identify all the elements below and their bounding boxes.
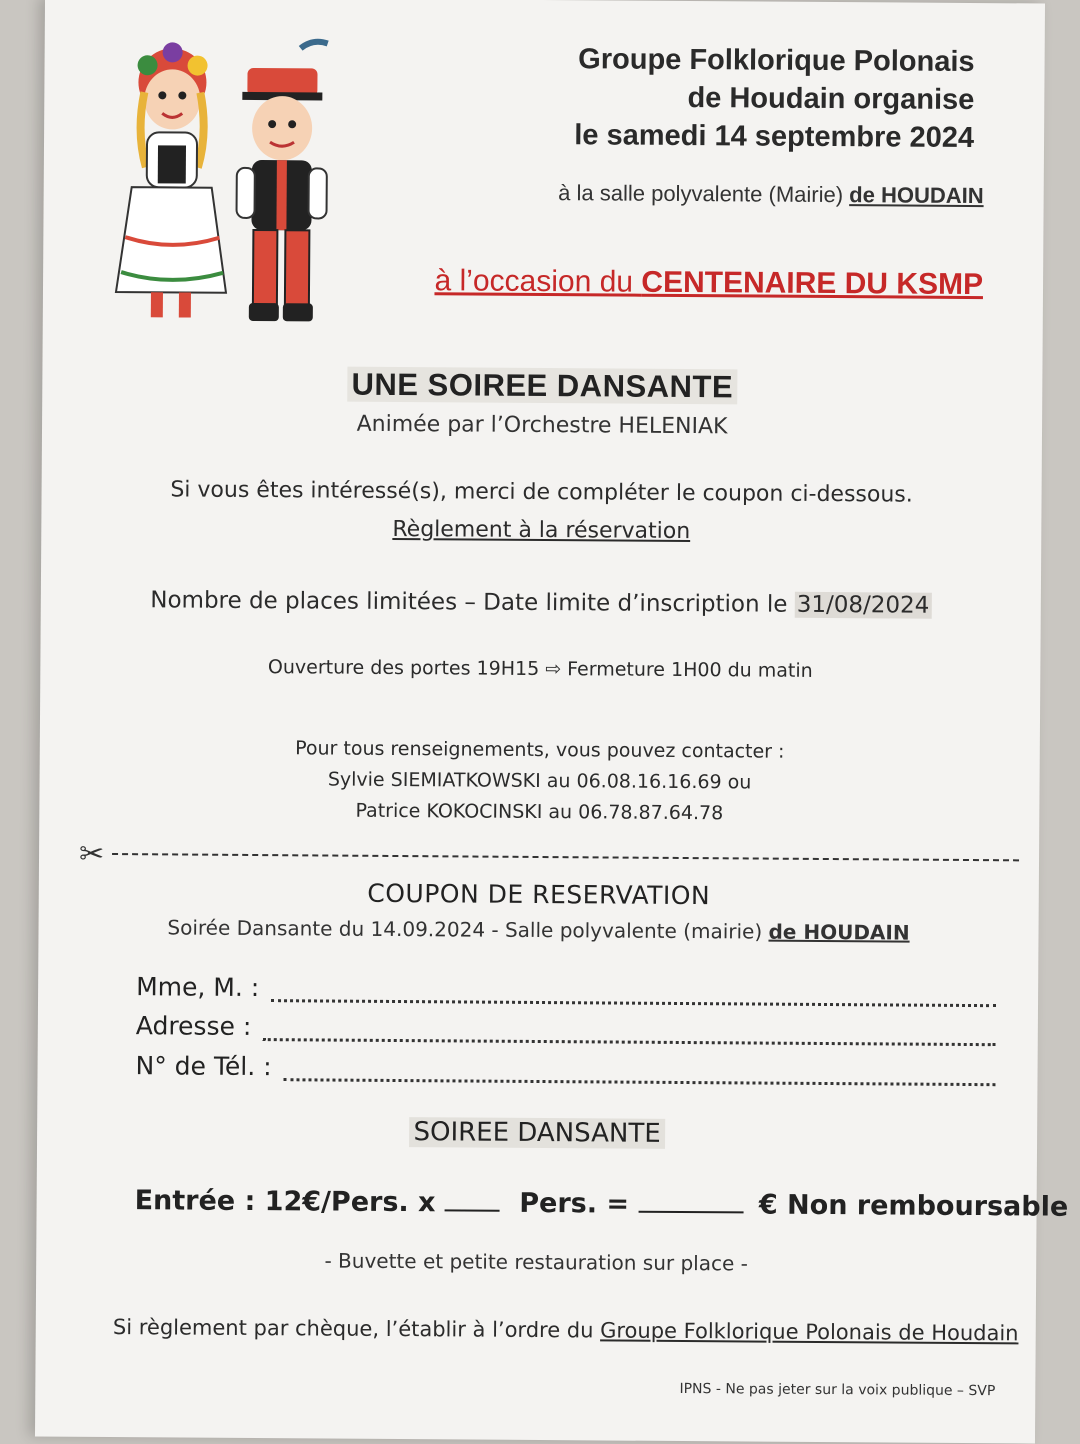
- phone-fill-line[interactable]: [283, 1060, 995, 1086]
- persons-count-blank[interactable]: [445, 1187, 500, 1211]
- contact-line-1: Pour tous renseignements, vous pouvez contacter :: [295, 737, 785, 763]
- venue-text: à la salle polyvalente (Mairie): [558, 180, 850, 208]
- venue-line: [558, 180, 984, 209]
- footer-ipns: IPNS - Ne pas jeter sur la voix publique – SVP: [679, 1380, 996, 1400]
- cheque-note: [106, 1315, 1026, 1345]
- header-line-3: le samedi 14 septembre 2024: [574, 119, 975, 155]
- deadline-date: 31/08/2024: [796, 591, 930, 619]
- cut-line: [78, 836, 1019, 876]
- event-title: [42, 365, 1042, 408]
- dashed-divider: [112, 853, 1019, 861]
- scissors-icon: ✂: [78, 836, 105, 872]
- places-line: [41, 587, 1041, 620]
- event-title-text: UNE SOIREE DANSANTE: [347, 367, 737, 405]
- doors-hours: Ouverture des portes 19H15 ⇨ Fermeture 1H00 du matin: [267, 656, 813, 682]
- coupon-subtitle-place: de HOUDAIN: [768, 919, 910, 945]
- contact-line-3: Patrice KOKOCINSKI au 06.78.87.64.78: [355, 799, 724, 825]
- phone-field[interactable]: [135, 1051, 995, 1086]
- organizer-header: [454, 39, 975, 157]
- interest-text: Si vous êtes intéressé(s), merci de compléter le coupon ci-dessous.: [170, 477, 913, 508]
- entry-pers: Pers. =: [519, 1187, 630, 1220]
- polish-folk-couple-illustration: [111, 37, 353, 339]
- header-line-1: Groupe Folklorique Polonais: [578, 43, 975, 79]
- cheque-payee: Groupe Folklorique Polonais de Houdain: [600, 1318, 1019, 1346]
- coupon-section-title-text: SOIREE DANSANTE: [409, 1117, 664, 1149]
- total-amount-blank[interactable]: [638, 1189, 743, 1214]
- reglement-text: Règlement à la réservation: [392, 516, 691, 545]
- buvette-note: - Buvette et petite restauration sur place -: [324, 1248, 748, 1276]
- venue-place: de HOUDAIN: [849, 182, 984, 209]
- coupon-subtitle-text: Soirée Dansante du 14.09.2024 - Salle polyvalente (mairie): [167, 915, 769, 944]
- phone-label: N° de Tél. :: [135, 1051, 272, 1082]
- name-label: Mme, M. :: [136, 972, 260, 1003]
- folk-man-figure: [236, 41, 328, 321]
- address-label: Adresse :: [135, 1011, 252, 1041]
- coupon-title: COUPON DE RESERVATION: [367, 878, 711, 911]
- cheque-text: Si règlement par chèque, l’établir à l’ordre du: [112, 1315, 601, 1343]
- places-text: Nombre de places limitées – Date limite d’inscription le: [150, 587, 795, 618]
- flyer-sheet: [35, 0, 1069, 1443]
- entry-prefix: Entrée : 12€/Pers. x: [134, 1185, 436, 1219]
- occasion-prefix: à l’occasion du: [434, 264, 642, 299]
- contact-line-2: Sylvie SIEMIATKOWSKI au 06.08.16.16.69 ou: [327, 768, 752, 794]
- event-subtitle: Animée par l’Orchestre HELENIAK: [356, 411, 728, 440]
- entry-price-line: [134, 1185, 1069, 1223]
- address-field[interactable]: [136, 1011, 996, 1046]
- coupon-subtitle: [38, 915, 1038, 946]
- name-field[interactable]: [136, 972, 996, 1007]
- occasion-line: [434, 264, 983, 302]
- folk-woman-figure: [116, 42, 228, 318]
- coupon-section-title: [37, 1114, 1037, 1151]
- header-line-2: de Houdain organise: [687, 82, 975, 117]
- occasion-name: CENTENAIRE DU KSMP: [641, 265, 984, 302]
- address-fill-line[interactable]: [263, 1020, 996, 1046]
- name-fill-line[interactable]: [271, 981, 996, 1007]
- contact-info: [39, 732, 1040, 832]
- entry-suffix: € Non remboursable: [758, 1189, 1069, 1223]
- reglement-wrap: [41, 515, 1041, 547]
